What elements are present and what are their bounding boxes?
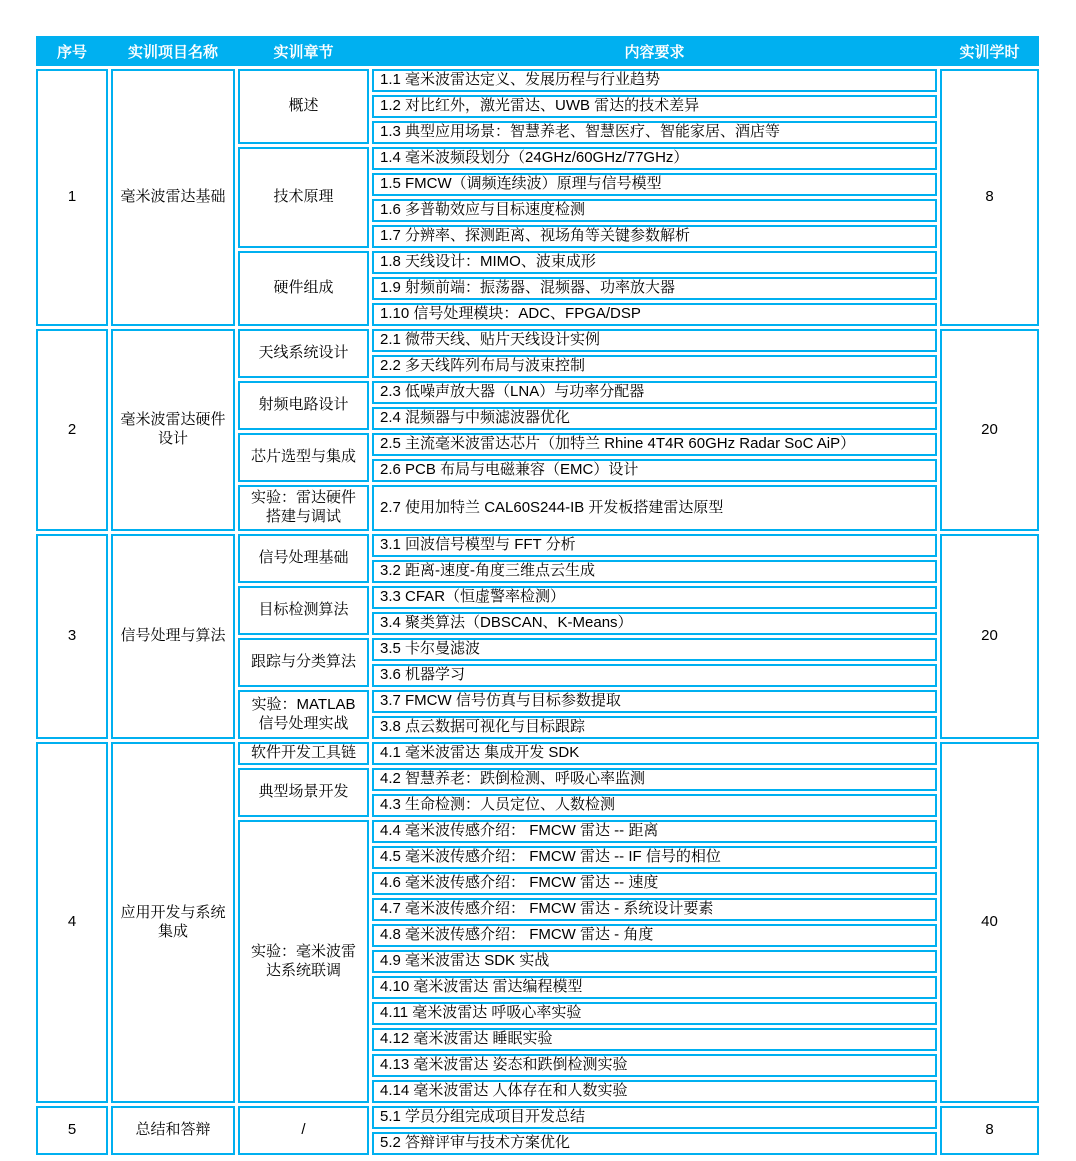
seq-cell: 5 xyxy=(36,1106,108,1155)
content-cell: 1.7 分辨率、探测距离、视场角等关键参数解析 xyxy=(372,225,937,248)
header-col-seq: 序号 xyxy=(56,43,87,61)
content-cell: 1.10 信号处理模块：ADC、FPGA/DSP xyxy=(372,303,937,326)
content-cell: 1.6 多普勒效应与目标速度检测 xyxy=(372,199,937,222)
hours-cell: 20 xyxy=(940,329,1039,531)
table-header-row xyxy=(36,36,1039,66)
chapter-cell: 目标检测算法 xyxy=(238,586,369,635)
content-cell: 2.7 使用加特兰 CAL60S244-IB 开发板搭建雷达原型 xyxy=(372,485,937,531)
content-cell: 4.11 毫米波雷达 呼吸心率实验 xyxy=(372,1002,937,1025)
content-cell: 4.1 毫米波雷达 集成开发 SDK xyxy=(372,742,937,765)
chapter-cell: 跟踪与分类算法 xyxy=(238,638,369,687)
header-col-chapter: 实训章节 xyxy=(273,43,334,61)
chapter-cell: 概述 xyxy=(238,69,369,144)
training-course-table xyxy=(36,36,1039,1155)
chapter-cell: 芯片选型与集成 xyxy=(238,433,369,482)
content-cell: 4.5 毫米波传感介绍： FMCW 雷达 -- IF 信号的相位 xyxy=(372,846,937,869)
chapter-cell: 实验：毫米波雷达系统联调 xyxy=(238,820,369,1103)
hours-cell: 8 xyxy=(940,1106,1039,1155)
content-cell: 1.8 天线设计：MIMO、波束成形 xyxy=(372,251,937,274)
content-cell: 1.2 对比红外，激光雷达、UWB 雷达的技术差异 xyxy=(372,95,937,118)
project-name-cell: 应用开发与系统集成 xyxy=(111,742,235,1103)
chapter-cell: 射频电路设计 xyxy=(238,381,369,430)
content-cell: 3.2 距离-速度-角度三维点云生成 xyxy=(372,560,937,583)
hours-cell: 8 xyxy=(940,69,1039,326)
content-cell: 4.12 毫米波雷达 睡眠实验 xyxy=(372,1028,937,1051)
content-cell: 4.6 毫米波传感介绍： FMCW 雷达 -- 速度 xyxy=(372,872,937,895)
content-cell: 3.1 回波信号模型与 FFT 分析 xyxy=(372,534,937,557)
seq-cell: 1 xyxy=(36,69,108,326)
chapter-cell: / xyxy=(238,1106,369,1155)
header-col-project-name: 实训项目名称 xyxy=(127,43,218,61)
content-cell: 1.4 毫米波频段划分（24GHz/60GHz/77GHz） xyxy=(372,147,937,170)
chapter-cell: 天线系统设计 xyxy=(238,329,369,378)
content-cell: 5.2 答辩评审与技术方案优化 xyxy=(372,1132,937,1155)
content-cell: 1.3 典型应用场景：智慧养老、智慧医疗、智能家居、酒店等 xyxy=(372,121,937,144)
project-name-cell: 毫米波雷达硬件设计 xyxy=(111,329,235,531)
chapter-cell: 软件开发工具链 xyxy=(238,742,369,765)
chapter-cell: 实验：雷达硬件搭建与调试 xyxy=(238,485,369,531)
project-name-cell: 毫米波雷达基础 xyxy=(111,69,235,326)
content-cell: 3.3 CFAR（恒虚警率检测） xyxy=(372,586,937,609)
content-cell: 1.5 FMCW（调频连续波）原理与信号模型 xyxy=(372,173,937,196)
content-cell: 4.3 生命检测：人员定位、人数检测 xyxy=(372,794,937,817)
project-name-cell: 信号处理与算法 xyxy=(111,534,235,739)
content-cell: 4.13 毫米波雷达 姿态和跌倒检测实验 xyxy=(372,1054,937,1077)
content-cell: 3.5 卡尔曼滤波 xyxy=(372,638,937,661)
content-cell: 4.9 毫米波雷达 SDK 实战 xyxy=(372,950,937,973)
seq-cell: 2 xyxy=(36,329,108,531)
content-cell: 2.1 微带天线、贴片天线设计实例 xyxy=(372,329,937,352)
chapter-cell: 信号处理基础 xyxy=(238,534,369,583)
content-cell: 5.1 学员分组完成项目开发总结 xyxy=(372,1106,937,1129)
header-col-content: 内容要求 xyxy=(624,43,685,61)
content-cell: 4.7 毫米波传感介绍： FMCW 雷达 - 系统设计要素 xyxy=(372,898,937,921)
content-cell: 3.8 点云数据可视化与目标跟踪 xyxy=(372,716,937,739)
content-cell: 3.7 FMCW 信号仿真与目标参数提取 xyxy=(372,690,937,713)
content-cell: 4.8 毫米波传感介绍： FMCW 雷达 - 角度 xyxy=(372,924,937,947)
content-cell: 3.6 机器学习 xyxy=(372,664,937,687)
chapter-cell: 实验：MATLAB 信号处理实战 xyxy=(238,690,369,739)
seq-cell: 4 xyxy=(36,742,108,1103)
chapter-cell: 技术原理 xyxy=(238,147,369,248)
content-cell: 2.3 低噪声放大器（LNA）与功率分配器 xyxy=(372,381,937,404)
content-cell: 4.4 毫米波传感介绍： FMCW 雷达 -- 距离 xyxy=(372,820,937,843)
chapter-cell: 典型场景开发 xyxy=(238,768,369,817)
seq-cell: 3 xyxy=(36,534,108,739)
content-cell: 1.1 毫米波雷达定义、发展历程与行业趋势 xyxy=(372,69,937,92)
content-cell: 2.5 主流毫米波雷达芯片（加特兰 Rhine 4T4R 60GHz Radar SoC AiP） xyxy=(372,433,937,456)
project-name-cell: 总结和答辩 xyxy=(111,1106,235,1155)
content-cell: 1.9 射频前端：振荡器、混频器、功率放大器 xyxy=(372,277,937,300)
chapter-cell: 硬件组成 xyxy=(238,251,369,326)
content-cell: 2.2 多天线阵列布局与波束控制 xyxy=(372,355,937,378)
hours-cell: 20 xyxy=(940,534,1039,739)
content-cell: 2.4 混频器与中频滤波器优化 xyxy=(372,407,937,430)
content-cell: 4.10 毫米波雷达 雷达编程模型 xyxy=(372,976,937,999)
content-cell: 4.14 毫米波雷达 人体存在和人数实验 xyxy=(372,1080,937,1103)
content-cell: 4.2 智慧养老：跌倒检测、呼吸心率监测 xyxy=(372,768,937,791)
content-cell: 2.6 PCB 布局与电磁兼容（EMC）设计 xyxy=(372,459,937,482)
header-col-hours: 实训学时 xyxy=(959,43,1020,61)
content-cell: 3.4 聚类算法（DBSCAN、K-Means） xyxy=(372,612,937,635)
hours-cell: 40 xyxy=(940,742,1039,1103)
